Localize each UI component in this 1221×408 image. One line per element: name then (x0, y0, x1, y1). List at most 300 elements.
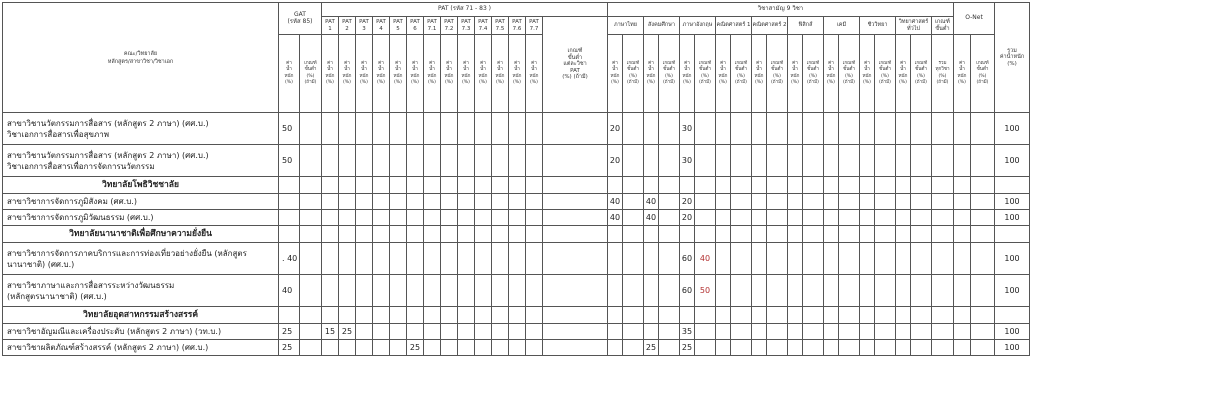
pat-weight-label (356, 35, 373, 113)
pat-weight-label (373, 35, 390, 113)
empty-cell (995, 226, 1030, 243)
empty-cell (788, 226, 803, 243)
empty-cell (509, 177, 526, 194)
value-gat (279, 194, 300, 210)
pat-weight-label-line: ค่า (395, 60, 401, 66)
empty-cell (971, 226, 995, 243)
empty-cell (839, 145, 860, 177)
subject-min-label-line: (%) (845, 73, 853, 79)
subject-min-label-line: ขั้นต่ำ (843, 67, 855, 72)
empty-cell (752, 340, 767, 356)
empty-cell (623, 113, 644, 145)
empty-cell (441, 275, 458, 307)
empty-cell (373, 194, 390, 210)
empty-cell (932, 243, 954, 275)
empty-cell (300, 340, 322, 356)
pat-weight-label-line: หนัก (495, 73, 505, 79)
pat-weight-label-line: หนัก (325, 73, 335, 79)
empty-cell (659, 113, 680, 145)
subject-weight-label (608, 35, 623, 113)
program-name-line: วิชาเอกการสื่อสารเพื่อสุขภาพ (7, 129, 109, 139)
onet-min-label-line: (ถ้ามี) (976, 80, 989, 85)
subject-weight-label-line: ค่า (720, 60, 726, 66)
subject-weight-label (680, 35, 695, 113)
empty-cell (475, 340, 492, 356)
empty-cell (932, 275, 954, 307)
empty-cell (680, 177, 695, 194)
subject-weight-label-line: หนัก (754, 73, 764, 79)
empty-cell (954, 226, 971, 243)
subject-min-label-line: ขั้นต่ำ (663, 67, 675, 72)
empty-cell (803, 210, 824, 226)
empty-cell (803, 307, 824, 324)
empty-cell (441, 177, 458, 194)
empty-cell (731, 145, 752, 177)
empty-cell (875, 226, 896, 243)
value-pat1 (322, 145, 339, 177)
value-thai-w: 40 (608, 210, 623, 226)
value-soc-w (644, 324, 659, 340)
empty-cell (356, 113, 373, 145)
value-total: 100 (995, 243, 1030, 275)
value-gat (279, 210, 300, 226)
pat-weight-label-line: น้ำ (412, 67, 418, 72)
empty-cell (644, 307, 659, 324)
value-thai-w: 20 (608, 113, 623, 145)
header-pat-8 (458, 17, 475, 35)
empty-cell (896, 324, 911, 340)
empty-cell (875, 275, 896, 307)
empty-cell (971, 113, 995, 145)
pat-weight-label-line: น้ำ (514, 67, 520, 72)
pat-weight-label-line: (%) (428, 80, 436, 85)
pat-weight-label-line: หนัก (359, 73, 369, 79)
empty-cell (526, 194, 543, 210)
pat-weight-label-line: หนัก (427, 73, 437, 79)
program-name (3, 340, 279, 356)
empty-cell (424, 145, 441, 177)
empty-cell (896, 177, 911, 194)
subject-weight-label-line: (%) (647, 80, 655, 85)
empty-cell (860, 210, 875, 226)
empty-cell (458, 243, 475, 275)
value-eng-m (695, 210, 716, 226)
empty-cell (458, 307, 475, 324)
score-weight-sheet (2, 2, 1030, 356)
header-pat-10-line: PAT (495, 19, 505, 25)
value-eng-m (695, 194, 716, 210)
empty-cell (373, 307, 390, 324)
header-pat-min-line: ขั้นต่ำ (567, 54, 583, 61)
value-pat6: 25 (407, 340, 424, 356)
pat-weight-label-line: หนัก (529, 73, 539, 79)
header-pat-4 (390, 17, 407, 35)
pat-weight-label-line: หนัก (444, 73, 454, 79)
empty-cell (896, 113, 911, 145)
empty-cell (896, 243, 911, 275)
header-pat-9-line: PAT (478, 19, 488, 25)
empty-cell (623, 226, 644, 243)
subject-min-label-line: เกณฑ์ (626, 60, 640, 66)
subject-min-label-line: (ถ้ามี) (771, 80, 783, 85)
header-pat-9 (475, 17, 492, 35)
pat-weight-label-line: น้ำ (395, 67, 401, 72)
header-pat-3 (373, 17, 390, 35)
header-program-line: คณะ/วิทยาลัย (123, 50, 158, 57)
empty-cell (788, 145, 803, 177)
value-total: 100 (995, 210, 1030, 226)
header-pat-12 (526, 17, 543, 35)
empty-cell (803, 243, 824, 275)
empty-cell (788, 307, 803, 324)
subject-weight-label-line: (%) (683, 80, 691, 85)
value-gat: 50 (279, 145, 300, 177)
empty-cell (954, 210, 971, 226)
gat-weight-label (279, 35, 300, 113)
header-pat-0-line: PAT (325, 19, 335, 25)
empty-cell (839, 324, 860, 340)
value-thai-w (608, 324, 623, 340)
empty-cell (824, 177, 839, 194)
header-pat-11-line: 7.6 (512, 25, 522, 32)
subject-weight-label-line: ค่า (684, 60, 690, 66)
pat-weight-label-line: ค่า (514, 60, 520, 66)
empty-cell (860, 177, 875, 194)
empty-cell (339, 226, 356, 243)
empty-cell (407, 226, 424, 243)
empty-cell (458, 194, 475, 210)
empty-cell (860, 145, 875, 177)
header-pat-4-line: 5 (396, 25, 400, 32)
empty-cell (716, 340, 731, 356)
value-eng-w: 25 (680, 340, 695, 356)
program-name (3, 113, 279, 145)
header-pat-6-line: 7.1 (427, 25, 437, 32)
value-soc-w: 25 (644, 340, 659, 356)
nine-min-bottom-line: (%) (938, 73, 947, 79)
empty-cell (680, 307, 695, 324)
empty-cell (971, 243, 995, 275)
subject-min-label-line: เกณฑ์ (662, 60, 676, 66)
value-pat2 (339, 194, 356, 210)
empty-cell (300, 324, 322, 340)
pat-weight-label (509, 35, 526, 113)
empty-cell (752, 226, 767, 243)
header-pat-min-line: เกณฑ์ (567, 48, 583, 55)
empty-cell (954, 275, 971, 307)
header-pat-5-line: PAT (410, 19, 420, 25)
gat-min-label (300, 35, 322, 113)
empty-cell (716, 194, 731, 210)
empty-cell (803, 226, 824, 243)
empty-cell (659, 243, 680, 275)
empty-cell (896, 210, 911, 226)
nine-min-bottom-line: รวม (938, 60, 947, 66)
subject-weight-label-line: ค่า (828, 60, 834, 66)
pat-weight-label-line: (%) (377, 80, 385, 85)
empty-cell (875, 324, 896, 340)
empty-cell (911, 324, 932, 340)
value-eng-w: 60 (680, 243, 695, 275)
value-soc-w (644, 275, 659, 307)
value-pat6 (407, 113, 424, 145)
faculty-heading: วิทยาลัยโพธิวิชชาลัย (3, 177, 279, 194)
empty-cell (971, 194, 995, 210)
pat-weight-label-line: ค่า (497, 60, 503, 66)
subject-min-label-line: ขั้นต่ำ (771, 67, 783, 72)
empty-cell (475, 113, 492, 145)
header-program (3, 3, 279, 113)
value-gat: 25 (279, 340, 300, 356)
empty-cell (492, 113, 509, 145)
empty-cell (543, 324, 608, 340)
subject-min-label-line: (ถ้ามี) (915, 80, 927, 85)
pat-weight-label-line: ค่า (412, 60, 418, 66)
subject-min-label-line: (ถ้ามี) (807, 80, 819, 85)
empty-cell (860, 307, 875, 324)
empty-cell (492, 194, 509, 210)
header-total-line: ค่าน้ำหนัก (999, 54, 1025, 61)
header-pat-1-line: PAT (342, 19, 352, 25)
value-pat2 (339, 275, 356, 307)
empty-cell (824, 243, 839, 275)
empty-cell (623, 340, 644, 356)
empty-cell (839, 307, 860, 324)
value-pat6 (407, 145, 424, 177)
gat-min-label-line: ขั้นต่ำ (304, 67, 317, 72)
empty-cell (509, 113, 526, 145)
subject-min-label-line: ขั้นต่ำ (699, 67, 711, 72)
pat-weight-label (390, 35, 407, 113)
gat-weight-label-line: ค่า (286, 60, 292, 66)
empty-cell (911, 243, 932, 275)
empty-cell (441, 307, 458, 324)
subject-min-label (767, 35, 788, 113)
header-pat-3-line: 4 (379, 25, 383, 32)
pat-weight-label-line: (%) (445, 80, 453, 85)
empty-cell (475, 275, 492, 307)
header-subject-7: ชีววิทยา (860, 17, 896, 35)
empty-cell (731, 177, 752, 194)
empty-cell (623, 194, 644, 210)
empty-cell (752, 243, 767, 275)
empty-cell (824, 210, 839, 226)
empty-cell (458, 226, 475, 243)
program-name-line: วิชาเอกการสื่อสารเพื่อการจัดการนวัตกรรม (7, 161, 155, 171)
program-name (3, 145, 279, 177)
header-nine-subjects: วิชาสามัญ 9 วิชา (608, 3, 954, 17)
empty-cell (492, 324, 509, 340)
subject-min-label-line: (ถ้ามี) (735, 80, 747, 85)
gat-min-label-line: (ถ้ามี) (304, 80, 317, 85)
empty-cell (788, 177, 803, 194)
empty-cell (543, 145, 608, 177)
empty-cell (373, 324, 390, 340)
empty-cell (875, 145, 896, 177)
value-eng-w: 30 (680, 145, 695, 177)
empty-cell (492, 275, 509, 307)
subject-min-label-line: เกณฑ์ (878, 60, 892, 66)
program-name (3, 194, 279, 210)
empty-cell (839, 243, 860, 275)
program-name-line: สาขาวิชาการจัดการภาคบริการและการท่องเที่ยวอย่างยั่งยืน (หลักสูตร (7, 248, 247, 258)
empty-cell (896, 275, 911, 307)
header-pat-group: PAT (รหัส 71 - 83 ) (322, 3, 608, 17)
gat-weight-label-line: หนัก (284, 73, 294, 79)
empty-cell (543, 210, 608, 226)
pat-weight-label-line: น้ำ (361, 67, 367, 72)
empty-cell (543, 113, 608, 145)
empty-cell (373, 226, 390, 243)
subject-weight-label-line: (%) (719, 80, 727, 85)
empty-cell (300, 243, 322, 275)
program-name-line: สาขาวิชาผลิตภัณฑ์สร้างสรรค์ (หลักสูตร 2 ภาษา) (ศศ.บ.) (7, 343, 209, 352)
empty-cell (492, 226, 509, 243)
pat-weight-label (407, 35, 424, 113)
subject-min-label-line: เกณฑ์ (698, 60, 712, 66)
empty-cell (475, 194, 492, 210)
empty-cell (356, 177, 373, 194)
value-eng-m (695, 113, 716, 145)
empty-cell (659, 177, 680, 194)
pat-weight-label-line: (%) (326, 80, 334, 85)
empty-cell (458, 275, 475, 307)
empty-cell (767, 243, 788, 275)
empty-cell (300, 145, 322, 177)
header-gat-line: GAT (294, 11, 306, 18)
empty-cell (300, 194, 322, 210)
empty-cell (860, 226, 875, 243)
empty-cell (509, 275, 526, 307)
subject-min-label (623, 35, 644, 113)
program-name (3, 275, 279, 307)
value-eng-w: 30 (680, 113, 695, 145)
empty-cell (752, 324, 767, 340)
empty-cell (971, 307, 995, 324)
value-pat6 (407, 324, 424, 340)
header-pat-1 (339, 17, 356, 35)
empty-cell (492, 243, 509, 275)
subject-weight-label-line: หนัก (718, 73, 728, 79)
empty-cell (767, 194, 788, 210)
pat-weight-label-line: น้ำ (463, 67, 469, 72)
empty-cell (731, 307, 752, 324)
subject-weight-label-line: ค่า (864, 60, 870, 66)
empty-cell (608, 177, 623, 194)
empty-cell (788, 194, 803, 210)
subject-weight-label-line: (%) (611, 80, 619, 85)
empty-cell (644, 226, 659, 243)
empty-cell (526, 226, 543, 243)
header-pat-9-line: 7.4 (478, 25, 488, 32)
subject-weight-label-line: น้ำ (684, 67, 690, 72)
subject-weight-label-line: น้ำ (648, 67, 654, 72)
empty-cell (860, 194, 875, 210)
program-name (3, 324, 279, 340)
empty-cell (373, 113, 390, 145)
empty-cell (441, 113, 458, 145)
onet-weight-label-line: (%) (958, 80, 966, 85)
empty-cell (659, 145, 680, 177)
value-total: 100 (995, 324, 1030, 340)
empty-cell (788, 324, 803, 340)
empty-cell (716, 177, 731, 194)
empty-cell (803, 340, 824, 356)
subject-min-label-line: เกณฑ์ (770, 60, 784, 66)
subject-weight-label-line: หนัก (646, 73, 656, 79)
empty-cell (300, 210, 322, 226)
empty-cell (509, 340, 526, 356)
empty-cell (839, 113, 860, 145)
onet-weight-label (954, 35, 971, 113)
empty-cell (896, 145, 911, 177)
subject-weight-label (752, 35, 767, 113)
subject-min-label (803, 35, 824, 113)
empty-cell (424, 177, 441, 194)
onet-weight-label-line: หนัก (957, 73, 967, 79)
empty-cell (441, 210, 458, 226)
pat-weight-label-line: หนัก (461, 73, 471, 79)
subject-min-label-line: (ถ้ามี) (699, 80, 711, 85)
header-total (995, 3, 1030, 113)
subject-weight-label-line: (%) (755, 80, 763, 85)
gat-weight-label-line: น้ำ (286, 67, 292, 72)
program-name-line: สาขาวิชาอัญมณีและเครื่องประดับ (หลักสูตร 2 ภาษา) (วท.บ.) (7, 327, 222, 336)
empty-cell (716, 113, 731, 145)
empty-cell (509, 210, 526, 226)
empty-cell (752, 275, 767, 307)
empty-cell (475, 243, 492, 275)
empty-cell (623, 145, 644, 177)
empty-cell (995, 307, 1030, 324)
empty-cell (954, 340, 971, 356)
empty-cell (839, 340, 860, 356)
empty-cell (911, 113, 932, 145)
header-total-line: รวม (1007, 47, 1017, 54)
pat-weight-label-line: หนัก (393, 73, 403, 79)
header-pat-4-line: PAT (393, 19, 403, 25)
empty-cell (373, 340, 390, 356)
header-nine-min-top-line: เกณฑ์ (935, 19, 950, 25)
empty-cell (322, 177, 339, 194)
pat-weight-label-line: ค่า (531, 60, 537, 66)
value-pat1: 15 (322, 324, 339, 340)
empty-cell (526, 177, 543, 194)
empty-cell (839, 194, 860, 210)
header-pat-2-line: PAT (359, 19, 369, 25)
header-pat-10 (492, 17, 509, 35)
empty-cell (860, 113, 875, 145)
subject-min-label-line: (ถ้ามี) (663, 80, 675, 85)
empty-cell (526, 210, 543, 226)
empty-cell (424, 194, 441, 210)
header-program-line: หลักสูตร/สาขาวิชา/วิชาเอก (107, 58, 174, 65)
subject-min-label-line: เกณฑ์ (914, 60, 928, 66)
onet-weight-label-line: ค่า (959, 60, 965, 66)
empty-cell (458, 210, 475, 226)
empty-cell (424, 340, 441, 356)
subject-weight-label (716, 35, 731, 113)
subject-min-label-line: ขั้นต่ำ (915, 67, 927, 72)
empty-cell (543, 340, 608, 356)
empty-cell (752, 307, 767, 324)
subject-weight-label (788, 35, 803, 113)
subject-weight-label-line: หนัก (862, 73, 872, 79)
header-pat-6 (424, 17, 441, 35)
subject-min-label-line: เกณฑ์ (734, 60, 748, 66)
empty-cell (390, 177, 407, 194)
header-pat-6-line: PAT (427, 19, 437, 25)
